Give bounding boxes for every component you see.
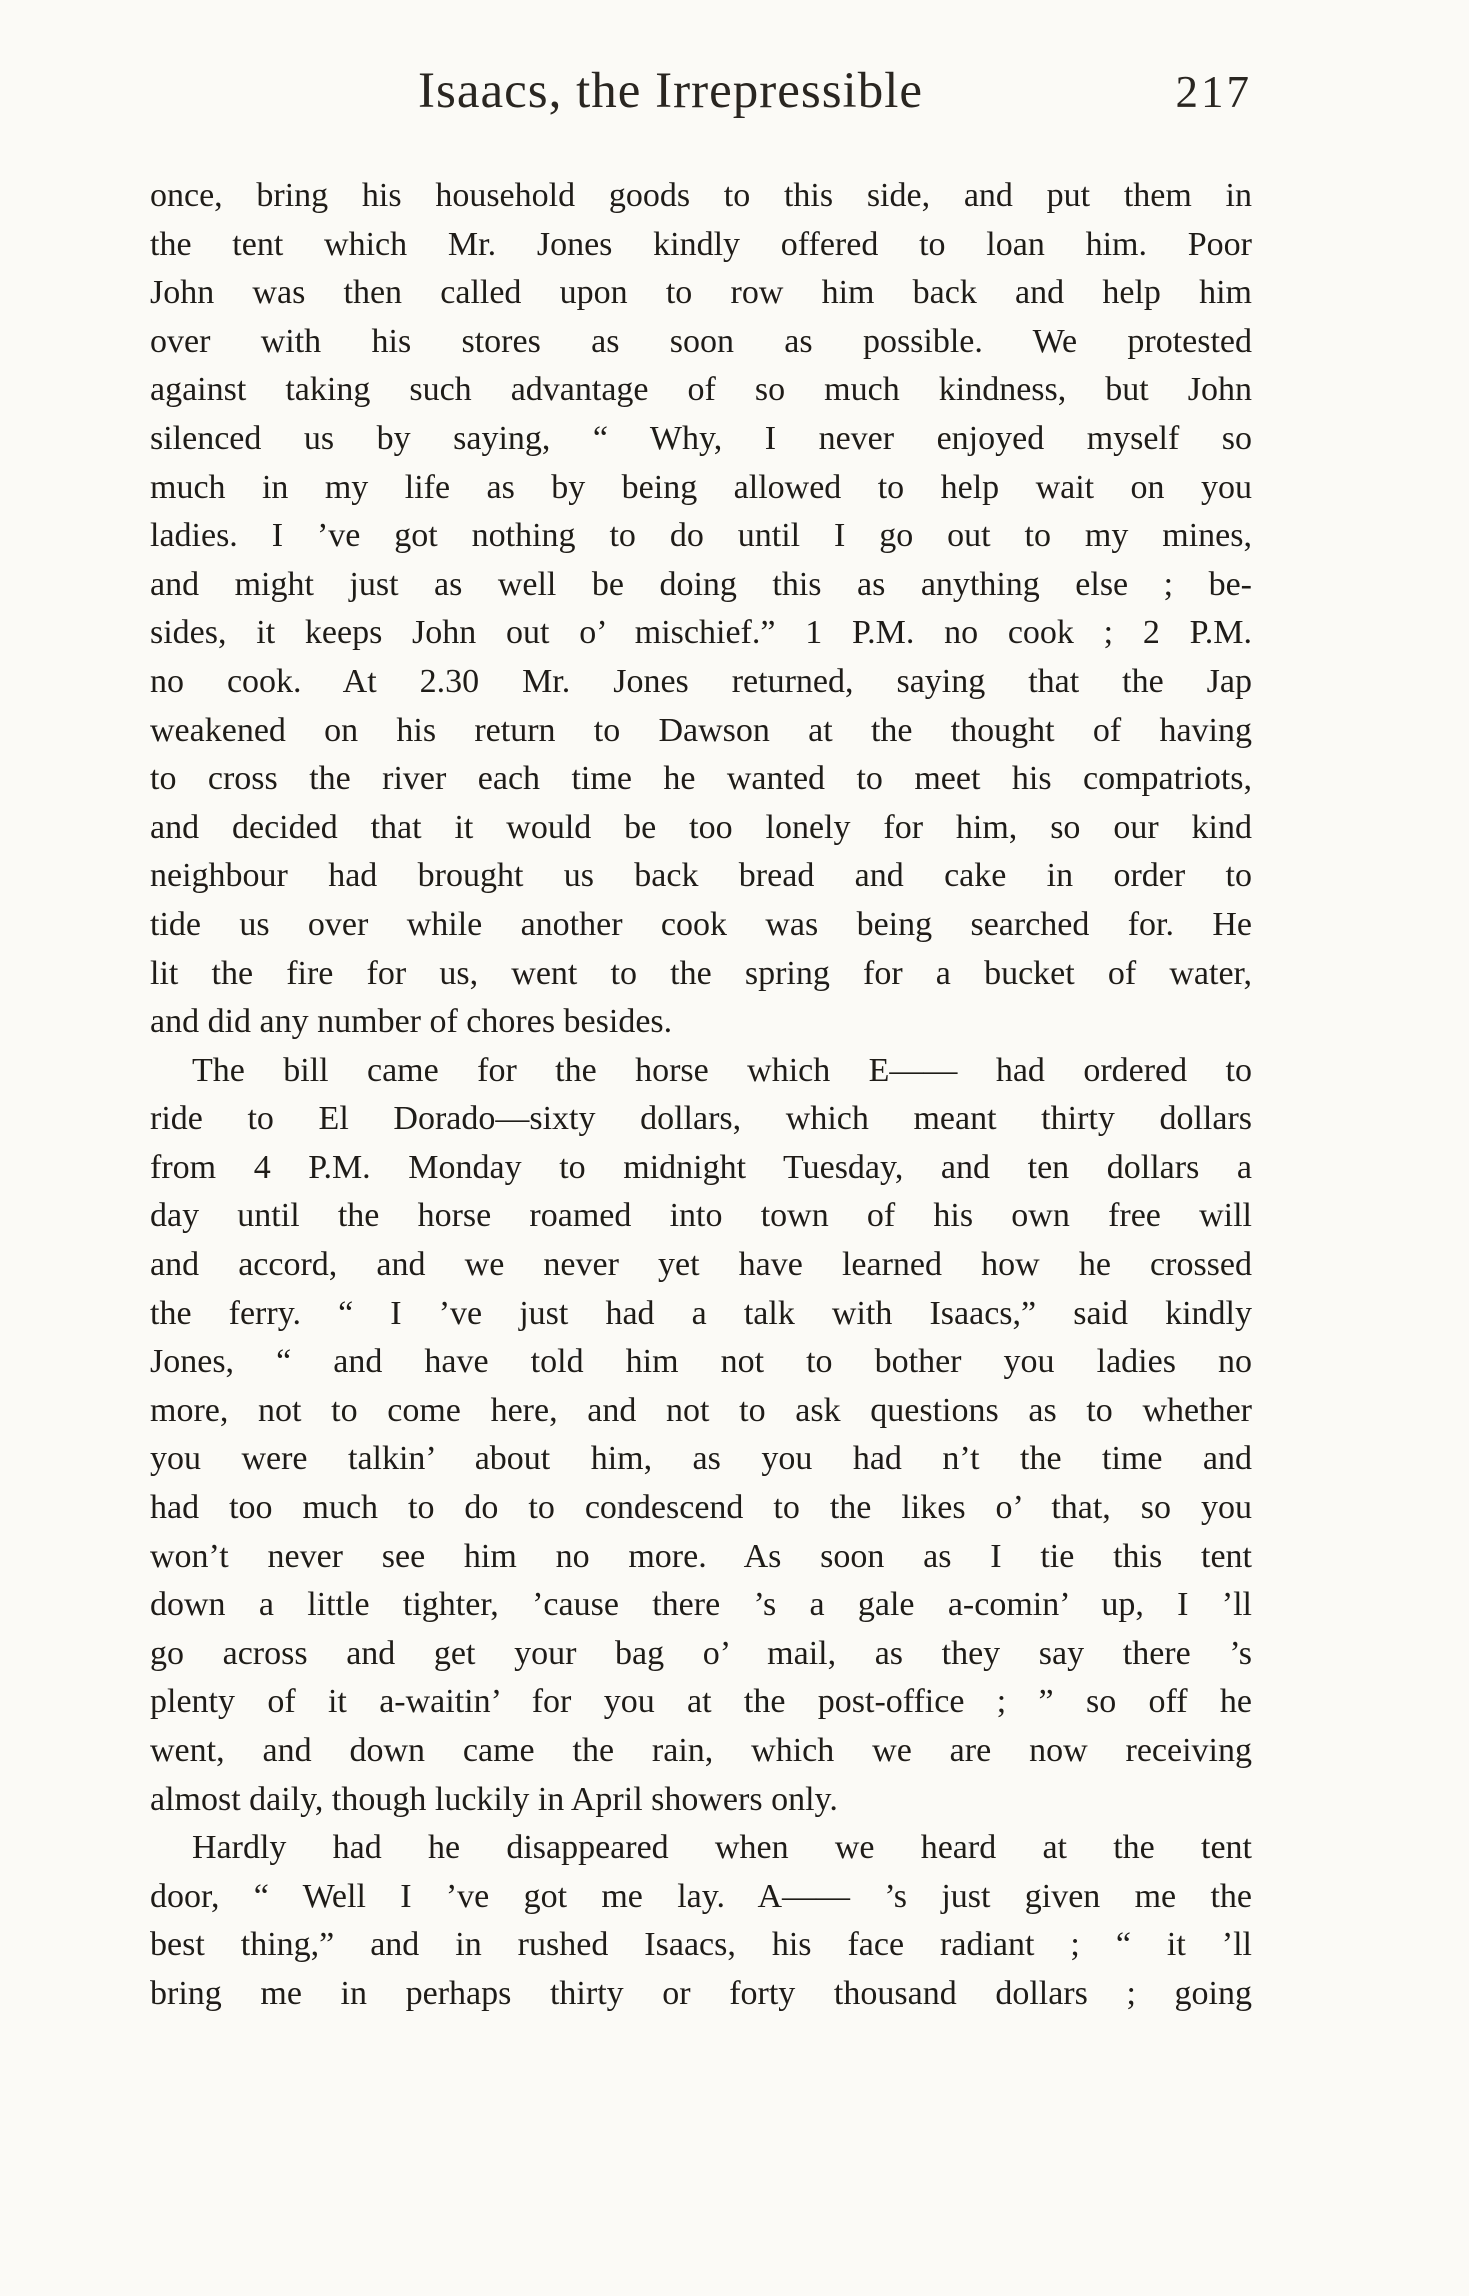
text-line: had too much to do to condescend to the likes o’ that, so you bbox=[150, 1489, 1252, 1527]
text-line: best thing,” and in rushed Isaacs, his face radiant ; “ it ’ll bbox=[150, 1926, 1252, 1964]
text-line: door, “ Well I ’ve got me lay. A—— ’s just given me the bbox=[150, 1877, 1252, 1915]
text-line: to cross the river each time he wanted to meet his compatriots, bbox=[150, 760, 1252, 798]
text-line: weakened on his return to Dawson at the thought of having bbox=[150, 711, 1252, 749]
text-line: once, bring his household goods to this side, and put them in bbox=[150, 177, 1252, 214]
paragraph-start-line: Hardly had he disappeared when we heard at the tent bbox=[192, 1829, 1252, 1867]
text-line: ride to El Dorado—sixty dollars, which meant thirty dollars bbox=[150, 1100, 1252, 1138]
text-line: day until the horse roamed into town of his own free will bbox=[150, 1197, 1252, 1235]
text-line: much in my life as by being allowed to help wait on you bbox=[150, 468, 1252, 506]
text-line: over with his stores as soon as possible. We protested bbox=[150, 322, 1252, 360]
text-line: down a little tighter, ’cause there ’s a gale a-comin’ up, I ’ll bbox=[150, 1586, 1252, 1624]
text-line: the ferry. “ I ’ve just had a talk with Isaacs,” said kindly bbox=[150, 1294, 1252, 1332]
running-title: Isaacs, the Irrepressible bbox=[418, 63, 924, 119]
text-line: neighbour had brought us back bread and cake in order to bbox=[150, 857, 1252, 895]
paragraph-start-line: The bill came for the horse which E—— had ordered to bbox=[192, 1051, 1252, 1089]
text-line: lit the fire for us, went to the spring for a bucket of water, bbox=[150, 954, 1252, 992]
text-line: John was then called upon to row him back and help him bbox=[150, 274, 1252, 312]
paragraph-end-line: almost daily, though luckily in April showers only. bbox=[150, 1780, 838, 1818]
text-line: from 4 P.M. Monday to midnight Tuesday, and ten dollars a bbox=[150, 1148, 1252, 1186]
text-line: and accord, and we never yet have learned how he crossed bbox=[150, 1246, 1252, 1284]
text-line: sides, it keeps John out o’ mischief.” 1 P.M. no cook ; 2 P.M. bbox=[150, 614, 1252, 652]
text-line: the tent which Mr. Jones kindly offered to loan him. Poor bbox=[150, 225, 1252, 263]
text-line: went, and down came the rain, which we are now receiving bbox=[150, 1732, 1252, 1769]
text-line: and might just as well be doing this as anything else ; be- bbox=[150, 565, 1252, 603]
text-line: ladies. I ’ve got nothing to do until I go out to my mines, bbox=[150, 517, 1252, 555]
body-text bbox=[150, 172, 1252, 2019]
running-head bbox=[150, 62, 1252, 132]
text-line: no cook. At 2.30 Mr. Jones returned, saying that the Jap bbox=[150, 662, 1252, 700]
paragraph-end-line: and did any number of chores besides. bbox=[150, 1003, 673, 1041]
text-line: won’t never see him no more. As soon as I tie this tent bbox=[150, 1537, 1252, 1575]
text-line: tide us over while another cook was being searched for. He bbox=[150, 905, 1252, 943]
text-line: go across and get your bag o’ mail, as they say there ’s bbox=[150, 1634, 1252, 1672]
page-number: 217 bbox=[1175, 67, 1252, 117]
text-line: bring me in perhaps thirty or forty thousand dollars ; going bbox=[150, 1974, 1252, 2012]
text-line: against taking such advantage of so much kindness, but John bbox=[150, 371, 1252, 409]
text-line: and decided that it would be too lonely for him, so our kind bbox=[150, 808, 1252, 846]
text-line: silenced us by saying, “ Why, I never enjoyed myself so bbox=[150, 419, 1252, 457]
text-line: you were talkin’ about him, as you had n’t the time and bbox=[150, 1440, 1252, 1478]
text-line: more, not to come here, and not to ask questions as to whether bbox=[150, 1391, 1252, 1429]
text-line: plenty of it a-waitin’ for you at the post-office ; ” so off he bbox=[150, 1683, 1252, 1721]
text-line: Jones, “ and have told him not to bother you ladies no bbox=[150, 1343, 1252, 1381]
